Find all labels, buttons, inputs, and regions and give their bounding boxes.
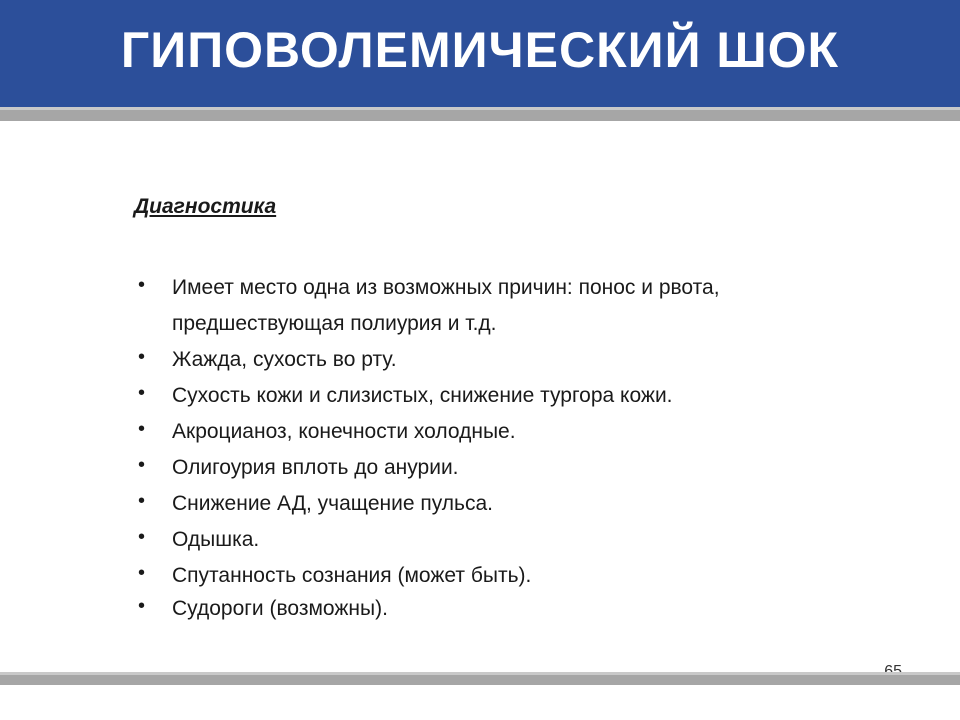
list-item-text: Спутанность сознания (может быть). bbox=[172, 564, 532, 587]
list-item-text: Одышка. bbox=[172, 528, 260, 551]
bullet-icon: • bbox=[138, 562, 146, 584]
title-bar bbox=[0, 0, 960, 107]
bullet-icon: • bbox=[138, 346, 146, 368]
list-item bbox=[134, 270, 894, 342]
list-item bbox=[134, 594, 894, 624]
section-heading: Диагностика bbox=[134, 195, 277, 218]
list-item-text: Сухость кожи и слизистых, снижение тургора кожи. bbox=[172, 384, 673, 407]
list-item bbox=[134, 558, 894, 594]
slide-content bbox=[134, 192, 894, 624]
bullet-icon: • bbox=[138, 454, 146, 476]
bullet-icon: • bbox=[138, 490, 146, 512]
bullet-icon: • bbox=[138, 595, 146, 617]
bullet-icon: • bbox=[138, 382, 146, 404]
diagnosis-list bbox=[134, 270, 894, 624]
bullet-icon: • bbox=[138, 526, 146, 548]
list-item bbox=[134, 414, 894, 450]
bullet-icon: • bbox=[138, 418, 146, 440]
list-item-text: Имеет место одна из возможных причин: понос и рвота, предшествующая полиурия и т.д. bbox=[172, 276, 720, 335]
list-item-text: Акроцианоз, конечности холодные. bbox=[172, 420, 516, 443]
top-divider bbox=[0, 110, 960, 121]
list-item-text: Судороги (возможны). bbox=[172, 597, 388, 620]
list-item bbox=[134, 486, 894, 522]
list-item-text: Олигоурия вплоть до анурии. bbox=[172, 456, 459, 479]
list-item-text: Снижение АД, учащение пульса. bbox=[172, 492, 493, 515]
list-item-text: Жажда, сухость во рту. bbox=[172, 348, 397, 371]
slide-title: ГИПОВОЛЕМИЧЕСКИЙ ШОК bbox=[120, 21, 840, 78]
bullet-icon: • bbox=[138, 274, 146, 296]
list-item bbox=[134, 450, 894, 486]
bottom-divider bbox=[0, 675, 960, 685]
list-item bbox=[134, 522, 894, 558]
list-item bbox=[134, 378, 894, 414]
list-item bbox=[134, 342, 894, 378]
